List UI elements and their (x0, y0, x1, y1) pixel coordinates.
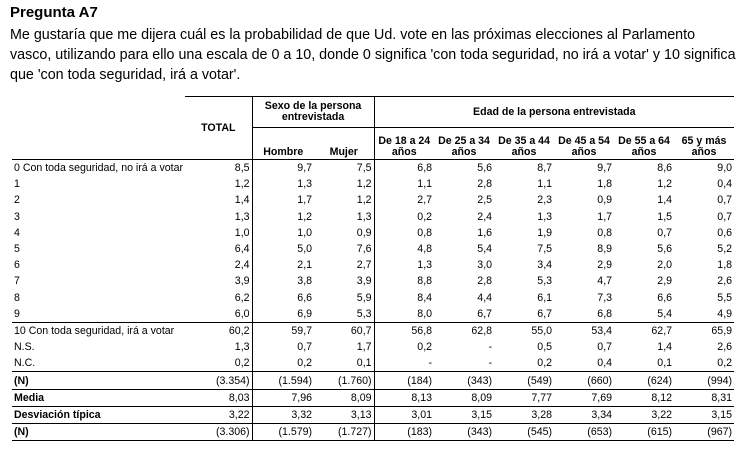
table-cell: 6,8 (374, 160, 434, 177)
table-cell: 8,6 (614, 160, 674, 177)
table-cell: 6,6 (657, 291, 673, 304)
table-cell: 1,3 (417, 259, 433, 272)
column-header: De 25 a 34 años (434, 128, 494, 160)
table-row (12, 176, 734, 192)
table-row (12, 339, 734, 355)
table-cell: (343) (434, 424, 494, 441)
table-cell: 2,4 (477, 210, 493, 223)
row-label: 6 (14, 259, 20, 272)
table-cell: 0,7 (297, 341, 313, 354)
table-cell: 6,8 (597, 307, 613, 320)
row-label: N.S. (14, 341, 35, 354)
table-cell: 7,5 (314, 160, 374, 177)
table-cell: 2,9 (657, 275, 673, 288)
question-text: Me gustaría que me dijera cuál es la probabilidad de que Ud. vote en las próximas elecciones al Parlamento vasco, utilizando para ello una escala de 0 a 10, donde 0 significa 'con toda seguridad, no irá a votar' y 10 significa que 'con toda seguridad, irá a votar'. (10, 27, 736, 83)
table-cell: 0,1 (657, 357, 673, 370)
table-cell: 6,7 (537, 307, 553, 320)
table-cell: 1,3 (185, 339, 252, 355)
table-cell: 1,5 (657, 210, 673, 223)
table-cell: (624) (614, 372, 674, 389)
table-row (12, 225, 734, 241)
table-cell: (183) (374, 424, 434, 441)
table-cell: 0,2 (417, 341, 433, 354)
table-cell: 2,6 (717, 341, 733, 354)
table-cell: 0,2 (717, 357, 733, 370)
table-cell: 6,1 (537, 291, 553, 304)
table-cell: 1,1 (417, 178, 433, 191)
table-cell: 0,1 (314, 355, 374, 372)
table-cell: 1,3 (297, 178, 313, 191)
table-row (12, 306, 734, 323)
table-cell: 65,9 (674, 322, 734, 339)
row-label: 7 (14, 275, 20, 288)
table-row (12, 160, 734, 177)
table-cell: 9,0 (674, 160, 734, 177)
table-row (12, 389, 734, 406)
table-cell: 1,4 (657, 341, 673, 354)
table-cell: (1.727) (314, 424, 374, 441)
table-cell: 4,8 (417, 243, 433, 256)
table-row (12, 192, 734, 208)
table-cell: 8,9 (597, 243, 613, 256)
table-cell: 8,5 (185, 160, 252, 177)
table-cell: (660) (554, 372, 614, 389)
table-cell: 1,9 (537, 226, 553, 239)
table-cell: 3,0 (477, 259, 493, 272)
table-cell: 1,7 (297, 194, 313, 207)
table-row (12, 372, 734, 389)
table-cell: 3,01 (374, 406, 434, 423)
table-cell: 1,2 (314, 192, 374, 208)
column-header: De 45 a 54 años (554, 128, 614, 160)
table-cell: 0,9 (597, 194, 613, 207)
table-row (12, 290, 734, 306)
table-cell: 5,0 (297, 243, 313, 256)
table-cell: 2,6 (717, 275, 733, 288)
table-cell: 4,4 (477, 291, 493, 304)
table-cell: 3,34 (554, 406, 614, 423)
table-cell: (1.579) (252, 424, 314, 441)
table-cell: 1,3 (314, 209, 374, 225)
table-cell: 2,5 (477, 194, 493, 207)
row-label: N.C. (14, 357, 36, 370)
table-cell: 4,7 (597, 275, 613, 288)
table-cell: 1,4 (185, 192, 252, 208)
table-cell: 2,1 (297, 259, 313, 272)
table-cell: 2,3 (537, 194, 553, 207)
table-cell: 0,7 (717, 194, 733, 207)
table-cell: 6,6 (297, 291, 313, 304)
sexo-group-header: Sexo de la persona entrevistada (252, 97, 374, 128)
table-cell: 0,8 (597, 226, 613, 239)
table-cell: 3,4 (537, 259, 553, 272)
table-cell: 1,7 (597, 210, 613, 223)
table-cell: 6,0 (185, 306, 252, 323)
column-header: 65 y más años (674, 128, 734, 160)
table-cell: 1,3 (537, 210, 553, 223)
column-header: De 35 a 44 años (494, 128, 554, 160)
table-cell: (3.354) (185, 372, 252, 389)
table-cell: (615) (614, 424, 674, 441)
table-cell: (994) (674, 372, 734, 389)
table-cell: 0,2 (297, 357, 313, 370)
table-cell: 0,6 (717, 226, 733, 239)
question-title: Pregunta A7 (10, 4, 98, 21)
column-header: Hombre (252, 128, 314, 160)
table-cell: - (488, 357, 493, 370)
table-cell: 53,4 (554, 322, 614, 339)
table-row (12, 406, 734, 423)
table-cell: (549) (494, 372, 554, 389)
table-cell: 9,7 (554, 160, 614, 177)
table-cell: 8,03 (185, 389, 252, 406)
table-cell: (967) (674, 424, 734, 441)
table-row (12, 257, 734, 273)
column-header: De 18 a 24 años (374, 128, 434, 160)
table-cell: 8,12 (614, 389, 674, 406)
table-cell: 3,9 (185, 273, 252, 289)
table-cell: 3,15 (434, 406, 494, 423)
table-cell: 1,4 (657, 194, 673, 207)
table-cell: 6,9 (297, 307, 313, 320)
table-cell: 6,4 (185, 241, 252, 257)
row-label: 8 (14, 291, 20, 304)
table-row (12, 322, 734, 339)
table-cell: 8,8 (417, 275, 433, 288)
table-cell: 3,8 (297, 275, 313, 288)
row-label: 4 (14, 226, 20, 239)
table-cell: 0,2 (537, 357, 553, 370)
table-cell: (1.594) (252, 372, 314, 389)
row-label: 9 (14, 307, 20, 320)
table-cell: 8,4 (417, 291, 433, 304)
table-cell: 8,09 (434, 389, 494, 406)
table-cell: 2,8 (477, 178, 493, 191)
table-cell: 3,22 (185, 406, 252, 423)
table-cell: 3,9 (314, 273, 374, 289)
table-cell: 8,7 (494, 160, 554, 177)
table-cell: 1,2 (297, 210, 313, 223)
table-cell: 3,13 (314, 406, 374, 423)
table-cell: 0,7 (657, 226, 673, 239)
table-cell: 6,7 (477, 307, 493, 320)
table-cell: 2,8 (477, 275, 493, 288)
row-label: 1 (14, 178, 20, 191)
row-label: 3 (14, 210, 20, 223)
table-cell: 1,8 (717, 259, 733, 272)
table-cell: 5,6 (657, 243, 673, 256)
table-cell: 1,0 (185, 225, 252, 241)
row-label: 0 Con toda seguridad, no irá a votar (12, 160, 185, 177)
table-cell: 0,4 (597, 357, 613, 370)
table-cell: 0,7 (717, 210, 733, 223)
table-cell: 1,3 (185, 209, 252, 225)
table-cell: 8,0 (417, 307, 433, 320)
table-cell: 2,7 (314, 257, 374, 273)
row-label: 10 Con toda seguridad, irá a votar (12, 322, 185, 339)
table-cell: 5,9 (314, 290, 374, 306)
table-cell: 7,5 (537, 243, 553, 256)
row-label: (N) (12, 424, 185, 441)
table-cell: 5,2 (717, 243, 733, 256)
table-cell: (3.306) (185, 424, 252, 441)
table-cell: 1,2 (185, 176, 252, 192)
table-cell: 1,7 (314, 339, 374, 355)
table-cell: 9,7 (252, 160, 314, 177)
column-header: Mujer (314, 128, 374, 160)
column-header: De 55 a 64 años (614, 128, 674, 160)
table-cell: 62,7 (614, 322, 674, 339)
table-cell: (343) (434, 372, 494, 389)
table-cell: 4,9 (717, 307, 733, 320)
table-cell: 3,28 (494, 406, 554, 423)
table-cell: 0,4 (717, 178, 733, 191)
table-cell: (1.760) (314, 372, 374, 389)
table-cell: 3,22 (614, 406, 674, 423)
table-cell: 3,32 (252, 406, 314, 423)
table-cell: 8,09 (314, 389, 374, 406)
table-cell: 5,4 (657, 307, 673, 320)
table-cell: - (488, 341, 493, 354)
table-cell: 7,6 (314, 241, 374, 257)
table-cell: (545) (494, 424, 554, 441)
table-cell: 0,8 (417, 226, 433, 239)
table-cell: 8,31 (674, 389, 734, 406)
table-cell: 6,2 (185, 290, 252, 306)
table-cell: 0,9 (314, 225, 374, 241)
row-label: Media (12, 389, 185, 406)
table-cell: 1,8 (597, 178, 613, 191)
table-cell: 60,7 (314, 322, 374, 339)
row-label: (N) (12, 372, 185, 389)
table-cell: 2,0 (657, 259, 673, 272)
table-cell: 0,2 (417, 210, 433, 223)
table-cell: (653) (554, 424, 614, 441)
table-cell: 1,2 (314, 176, 374, 192)
table-cell: 0,7 (597, 341, 613, 354)
table-cell: 5,3 (314, 306, 374, 323)
table-cell: 1,6 (477, 226, 493, 239)
table-row (12, 209, 734, 225)
table-cell: 7,69 (554, 389, 614, 406)
table-cell: 1,2 (657, 178, 673, 191)
table-cell: 2,9 (597, 259, 613, 272)
table-row (12, 241, 734, 257)
row-label: 2 (14, 194, 20, 207)
results-table (12, 96, 734, 441)
table-cell: 1,1 (537, 178, 553, 191)
row-label: 5 (14, 243, 20, 256)
table-cell: 7,3 (597, 291, 613, 304)
table-cell: (184) (374, 372, 434, 389)
table-cell: 2,7 (417, 194, 433, 207)
table-cell: 0,5 (537, 341, 553, 354)
table-cell: - (428, 357, 433, 370)
table-row (12, 355, 734, 372)
total-header: TOTAL (185, 97, 252, 160)
table-cell: 62,8 (434, 322, 494, 339)
table-cell: 2,4 (185, 257, 252, 273)
table-cell: 3,15 (674, 406, 734, 423)
table-cell: 7,96 (252, 389, 314, 406)
table-cell: 5,4 (477, 243, 493, 256)
edad-group-header: Edad de la persona entrevistada (374, 97, 734, 128)
row-label: Desviación típica (12, 406, 185, 423)
table-cell: 0,2 (185, 355, 252, 372)
table-row (12, 273, 734, 289)
table-row (12, 424, 734, 441)
table-cell: 56,8 (374, 322, 434, 339)
table-cell: 59,7 (252, 322, 314, 339)
table-cell: 1,0 (297, 226, 313, 239)
table-cell: 8,13 (374, 389, 434, 406)
table-cell: 60,2 (185, 322, 252, 339)
table-cell: 5,3 (537, 275, 553, 288)
table-cell: 7,77 (494, 389, 554, 406)
table-cell: 5,5 (717, 291, 733, 304)
table-cell: 5,6 (434, 160, 494, 177)
table-cell: 55,0 (494, 322, 554, 339)
